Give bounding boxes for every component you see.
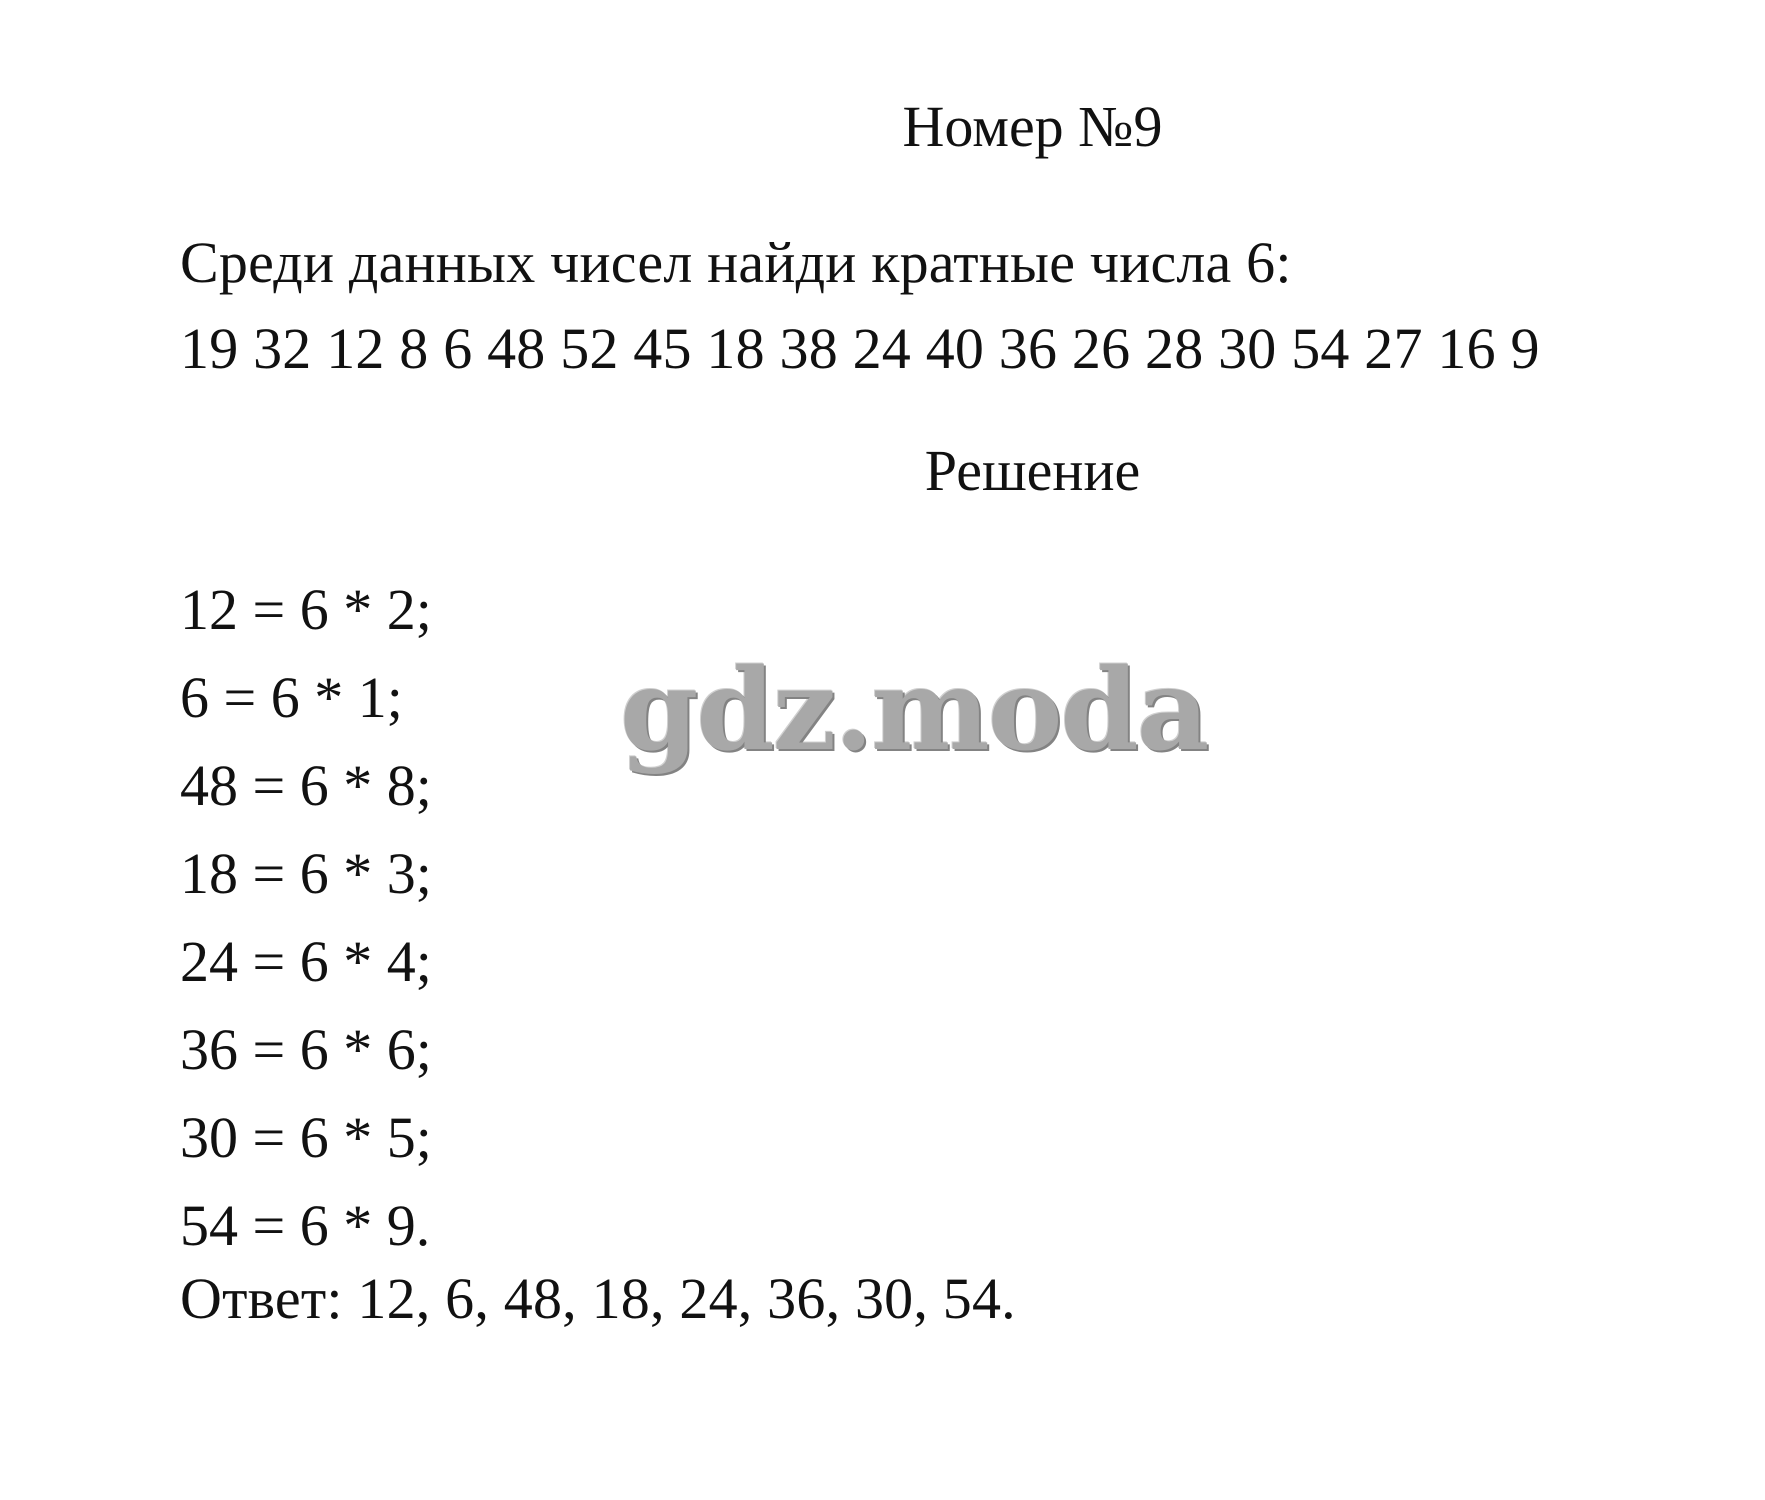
- exercise-title: Номер №9: [902, 94, 1163, 159]
- solution-line: 48 = 6 * 8;: [180, 753, 432, 818]
- solution-line: 12 = 6 * 2;: [180, 577, 432, 642]
- solution-heading: Решение: [924, 438, 1141, 503]
- watermark-logo: gdz.moda: [620, 645, 1208, 776]
- solution-line: 24 = 6 * 4;: [180, 929, 432, 994]
- solution-lines: [180, 566, 432, 1270]
- problem-statement: Среди данных чисел найди кратные числа 6:: [180, 230, 1292, 295]
- solution-line: 54 = 6 * 9.: [180, 1193, 431, 1258]
- solution-line: 18 = 6 * 3;: [180, 841, 432, 906]
- solution-line: 36 = 6 * 6;: [180, 1017, 432, 1082]
- number-list: 19 32 12 8 6 48 52 45 18 38 24 40 36 26 28 30 54 27 16 9: [180, 316, 1540, 381]
- solution-line: 30 = 6 * 5;: [180, 1105, 432, 1170]
- solution-line: 6 = 6 * 1;: [180, 665, 403, 730]
- answer-line: Ответ: 12, 6, 48, 18, 24, 36, 30, 54.: [180, 1266, 1016, 1331]
